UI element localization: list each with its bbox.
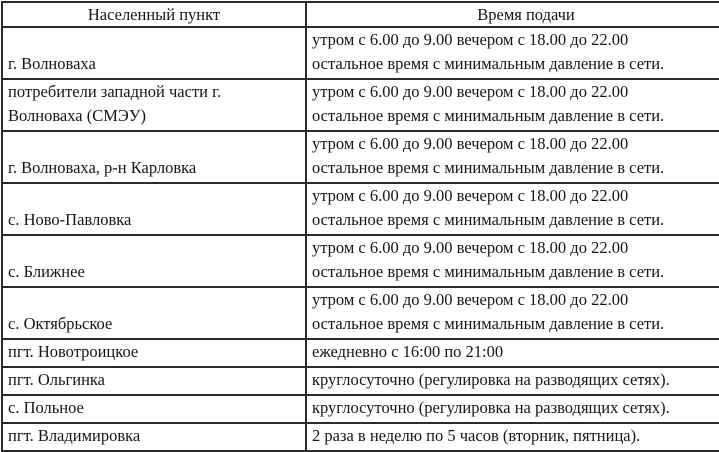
settlement-cell [2,287,306,339]
table-row [2,183,719,235]
time-text: 2 раза в неделю по 5 часов (вторник, пятница). [312,426,641,445]
settlement-cell [2,395,306,423]
settlement-cell [2,235,306,287]
time-cell [306,27,719,79]
time-text: утром с 6.00 до 9.00 вечером с 18.00 до 22.00 [312,290,629,309]
table-row [2,367,719,395]
settlement-text: с. Польное [8,398,84,417]
settlement-text: Волноваха (СМЭУ) [8,106,146,125]
time-cell [306,367,719,395]
time-cell [306,131,719,183]
table-row [2,339,719,367]
table-row [2,423,719,451]
time-text: утром с 6.00 до 9.00 вечером с 18.00 до 22.00 [312,238,629,257]
settlement-cell [2,367,306,395]
settlement-text: с. Ново-Павловка [8,210,132,229]
table-row [2,79,719,131]
settlement-text: г. Волноваха [8,54,96,73]
settlement-cell [2,339,306,367]
table-row [2,27,719,79]
header-settlement: Населенный пункт [2,2,306,27]
time-text: круглосуточно (регулировка на разводящих сетях). [312,398,670,417]
time-text: остальное время с минимальным давление в сети. [312,262,665,281]
settlement-text: пгт. Ольгинка [8,370,106,389]
table-row [2,287,719,339]
table-row [2,235,719,287]
time-text: остальное время с минимальным давление в сети. [312,54,665,73]
settlement-cell [2,27,306,79]
time-text: ежедневно с 16:00 по 21:00 [312,342,504,361]
settlement-cell [2,131,306,183]
time-text: утром с 6.00 до 9.00 вечером с 18.00 до 22.00 [312,134,629,153]
time-text: утром с 6.00 до 9.00 вечером с 18.00 до 22.00 [312,82,629,101]
time-text: круглосуточно (регулировка на разводящих сетях). [312,370,670,389]
table-row [2,131,719,183]
settlement-cell [2,423,306,451]
settlement-text: с. Ближнее [8,262,85,281]
settlement-text: потребители западной части г. [8,82,222,101]
time-cell [306,287,719,339]
time-text: остальное время с минимальным давление в сети. [312,210,665,229]
time-text: остальное время с минимальным давление в сети. [312,314,665,333]
time-cell [306,235,719,287]
time-cell [306,395,719,423]
settlement-text: пгт. Новотроицкое [8,342,139,361]
time-cell [306,183,719,235]
settlement-cell [2,183,306,235]
table-row [2,395,719,423]
time-text: остальное время с минимальным давление в сети. [312,158,665,177]
settlement-text: с. Октябрьское [8,314,113,333]
time-text: утром с 6.00 до 9.00 вечером с 18.00 до 22.00 [312,186,629,205]
water-supply-schedule-table [1,1,719,452]
time-cell [306,339,719,367]
table-header-row [2,2,719,27]
time-cell [306,79,719,131]
time-cell [306,423,719,451]
settlement-cell [2,79,306,131]
header-time: Время подачи [306,2,719,27]
settlement-text: г. Волноваха, р-н Карловка [8,158,197,177]
time-text: утром с 6.00 до 9.00 вечером с 18.00 до 22.00 [312,30,629,49]
settlement-text: пгт. Владимировка [8,426,141,445]
time-text: остальное время с минимальным давление в сети. [312,106,665,125]
